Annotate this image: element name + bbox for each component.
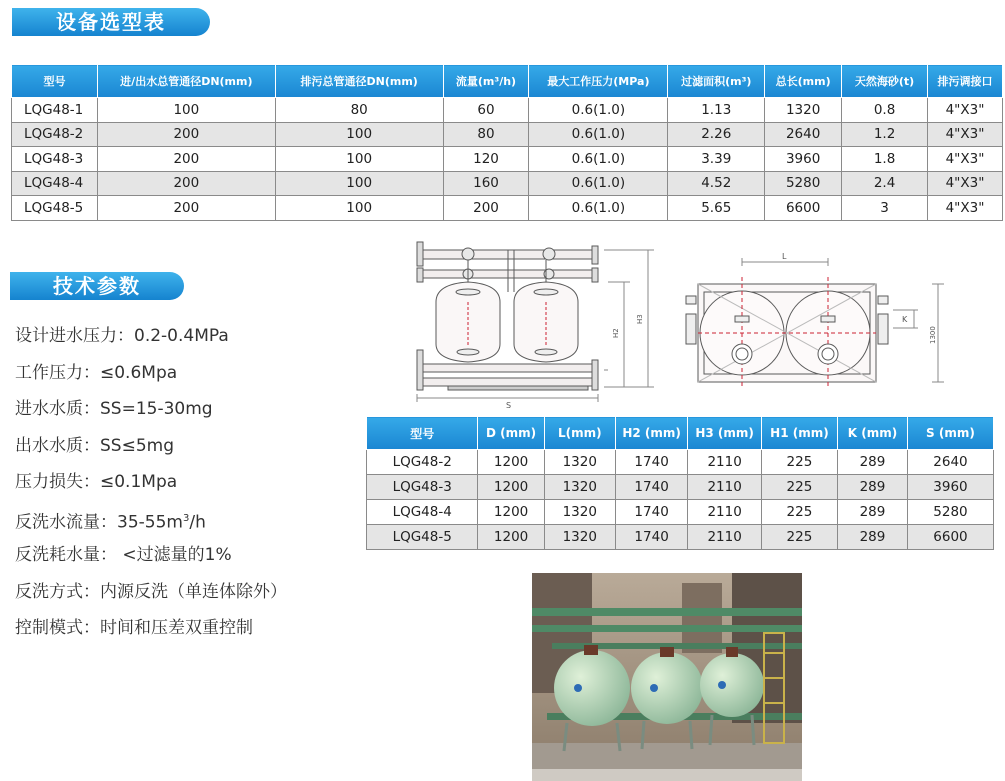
param-line [15, 394, 287, 431]
dim-label-s: S [506, 401, 512, 410]
table-cell: 0.6(1.0) [529, 122, 668, 147]
param-label: 进水水质： [15, 399, 100, 419]
table-cell: 1740 [615, 475, 688, 500]
table-cell: 4"X3" [928, 122, 1003, 147]
table-cell: 1200 [478, 500, 544, 525]
table-cell: 100 [275, 171, 443, 196]
param-label: 反洗水流量： [15, 512, 117, 533]
param-line [15, 467, 287, 504]
table-cell: 1320 [765, 98, 842, 123]
table-cell: 0.8 [842, 98, 928, 123]
table-cell: 0.6(1.0) [529, 98, 668, 123]
table-cell: 200 [97, 171, 275, 196]
section-title-selection: 设备选型表 [12, 8, 210, 36]
table-row [367, 450, 994, 475]
column-header: 进/出水总管通径DN(mm) [97, 65, 275, 98]
table-cell: 1200 [478, 525, 544, 550]
param-label: 设计进水压力： [15, 326, 134, 346]
param-line [15, 577, 287, 614]
param-value-superscript: 3 [182, 512, 190, 524]
table-cell: 3 [842, 196, 928, 221]
table-cell: 4.52 [668, 171, 765, 196]
table-cell: 1200 [478, 450, 544, 475]
table-cell: 289 [838, 525, 908, 550]
table-cell: 200 [97, 122, 275, 147]
table-cell: 100 [275, 122, 443, 147]
table-cell: 2640 [907, 450, 993, 475]
dim-label-l: L [782, 252, 787, 261]
table-cell: 1320 [544, 475, 615, 500]
column-header: K (mm) [838, 417, 908, 450]
table-cell: 5.65 [668, 196, 765, 221]
param-label: 反洗耗水量： [15, 545, 117, 565]
table-cell: 6600 [765, 196, 842, 221]
table-cell: 0.6(1.0) [529, 196, 668, 221]
table-row [12, 147, 1003, 172]
table-row [12, 122, 1003, 147]
model-cell: LQG48-5 [12, 196, 98, 221]
param-label: 控制模式： [15, 618, 100, 638]
table-cell: 4"X3" [928, 196, 1003, 221]
table-cell: 225 [761, 450, 837, 475]
param-line [15, 321, 287, 358]
column-header: 最大工作压力(MPa) [529, 65, 668, 98]
table-cell: 0.6(1.0) [529, 147, 668, 172]
table-cell: 1320 [544, 500, 615, 525]
table-row [367, 500, 994, 525]
param-value: 35-55m [117, 512, 183, 533]
column-header: H1 (mm) [761, 417, 837, 450]
column-header: L(mm) [544, 417, 615, 450]
column-header: H2 (mm) [615, 417, 688, 450]
model-cell: LQG48-3 [12, 147, 98, 172]
table-cell: 1740 [615, 500, 688, 525]
table-cell: 225 [761, 475, 837, 500]
table-cell: 2110 [688, 500, 761, 525]
technical-params-list [15, 321, 287, 650]
table-cell: 5280 [907, 500, 993, 525]
table-cell: 2110 [688, 525, 761, 550]
model-cell: LQG48-4 [12, 171, 98, 196]
section-title-params: 技术参数 [10, 272, 184, 300]
table-cell: 80 [443, 122, 529, 147]
table-row [367, 525, 994, 550]
table-cell: 3.39 [668, 147, 765, 172]
column-header: H3 (mm) [688, 417, 761, 450]
table-cell: 0.6(1.0) [529, 171, 668, 196]
table-cell: 100 [97, 98, 275, 123]
column-header: 过滤面积(m³) [668, 65, 765, 98]
model-cell: LQG48-1 [12, 98, 98, 123]
table-cell: 4"X3" [928, 147, 1003, 172]
table-cell: 4"X3" [928, 98, 1003, 123]
dim-label-k: K [902, 315, 908, 324]
dim-label-h3: H3 [636, 314, 644, 324]
model-cell: LQG48-2 [12, 122, 98, 147]
table-cell: 289 [838, 450, 908, 475]
param-label: 压力损失： [15, 472, 100, 492]
table-cell: 3960 [907, 475, 993, 500]
column-header: 排污总管通径DN(mm) [275, 65, 443, 98]
column-header: D (mm) [478, 417, 544, 450]
column-header: 型号 [367, 417, 478, 450]
param-value-suffix: /h [189, 512, 206, 533]
table-cell: 1740 [615, 450, 688, 475]
table-row [12, 196, 1003, 221]
table-cell: 100 [275, 196, 443, 221]
table-cell: 4"X3" [928, 171, 1003, 196]
column-header: 流量(m³/h) [443, 65, 529, 98]
table-cell: 80 [275, 98, 443, 123]
table-cell: 1740 [615, 525, 688, 550]
param-value: <过滤量的1% [117, 545, 232, 565]
table-row [367, 475, 994, 500]
front-view [417, 242, 654, 402]
table-cell: 1200 [478, 475, 544, 500]
table-cell: 160 [443, 171, 529, 196]
param-value: ≤0.6Mpa [100, 362, 178, 383]
table-cell: 3960 [765, 147, 842, 172]
param-line [15, 358, 287, 395]
table-cell: 2.26 [668, 122, 765, 147]
param-line [15, 540, 287, 577]
table-cell: 289 [838, 475, 908, 500]
column-header: 总长(mm) [765, 65, 842, 98]
param-line [15, 613, 287, 650]
table-cell: 2640 [765, 122, 842, 147]
param-value: 时间和压差双重控制 [100, 618, 253, 638]
table-cell: 1320 [544, 450, 615, 475]
model-cell: LQG48-5 [367, 525, 478, 550]
param-label: 反洗方式： [15, 581, 100, 602]
table-cell: 1.2 [842, 122, 928, 147]
model-cell: LQG48-4 [367, 500, 478, 525]
table-cell: 5280 [765, 171, 842, 196]
equipment-drawing [408, 232, 998, 410]
column-header: 天然海砂(t) [842, 65, 928, 98]
table-cell: 289 [838, 500, 908, 525]
param-label: 出水水质： [15, 435, 100, 456]
dim-label-1300: 1300 [929, 326, 937, 344]
model-cell: LQG48-2 [367, 450, 478, 475]
table-cell: 225 [761, 500, 837, 525]
param-line [15, 504, 287, 541]
model-cell: LQG48-3 [367, 475, 478, 500]
equipment-photo [532, 573, 802, 781]
table-cell: 200 [97, 147, 275, 172]
table-cell: 200 [443, 196, 529, 221]
table-cell: 2.4 [842, 171, 928, 196]
table-row [12, 171, 1003, 196]
dim-label-h2: H2 [612, 328, 620, 338]
table-cell: 2110 [688, 475, 761, 500]
table-cell: 120 [443, 147, 529, 172]
selection-table [11, 64, 1003, 221]
dimension-table-header [367, 417, 994, 450]
selection-table-header [12, 65, 1003, 98]
column-header: 排污调接口 [928, 65, 1003, 98]
table-cell: 2110 [688, 450, 761, 475]
param-value: 0.2-0.4MPa [134, 326, 229, 346]
table-cell: 60 [443, 98, 529, 123]
table-cell: 1.13 [668, 98, 765, 123]
table-cell: 1320 [544, 525, 615, 550]
table-row [12, 98, 1003, 123]
table-cell: 1.8 [842, 147, 928, 172]
table-cell: 200 [97, 196, 275, 221]
param-value: SS≤5mg [100, 435, 174, 456]
table-cell: 225 [761, 525, 837, 550]
param-value: ≤0.1Mpa [100, 472, 178, 492]
param-value: SS=15-30mg [100, 399, 213, 419]
param-label: 工作压力： [15, 362, 100, 383]
column-header: S (mm) [907, 417, 993, 450]
param-value: 内源反洗（单连体除外） [100, 581, 287, 602]
param-line [15, 431, 287, 468]
column-header: 型号 [12, 65, 98, 98]
table-cell: 6600 [907, 525, 993, 550]
table-cell: 100 [275, 147, 443, 172]
dimension-table [366, 416, 994, 550]
